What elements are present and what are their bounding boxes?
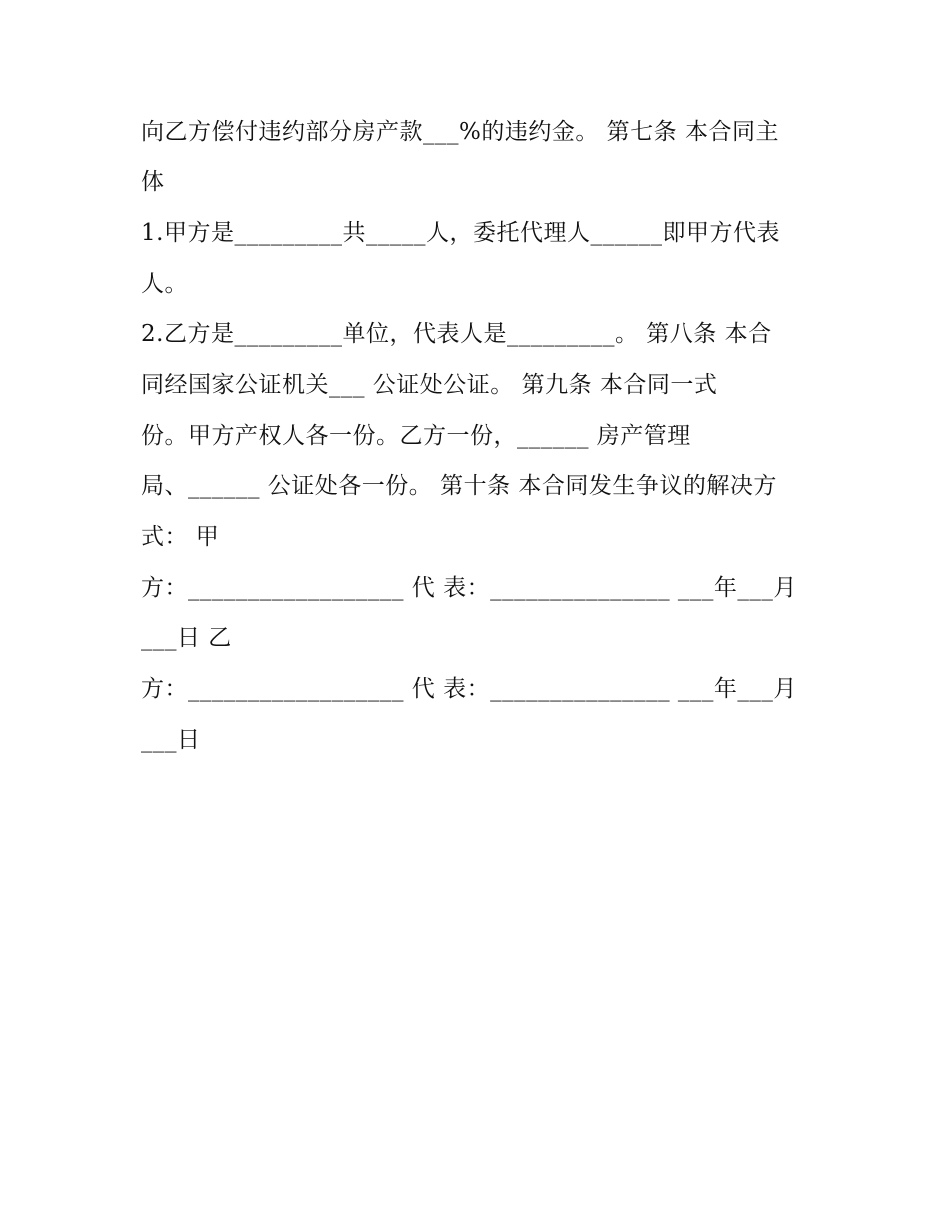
signature-line-party-b: 方：__________________ 代 表：_______________ ___年___月 <box>141 676 797 702</box>
text-line: 份。甲方产权人各一份。乙方一份，______ 房产管理 <box>141 423 691 449</box>
text-line: ___日 乙 <box>141 625 232 651</box>
text-line: ___日 <box>141 727 201 753</box>
text-line: 同经国家公证机关___ 公证处公证。 第九条 本合同一式 <box>141 372 718 398</box>
text-line: 人。 <box>141 271 188 297</box>
text-line: 局、______ 公证处各一份。 第十条 本合同发生争议的解决方 <box>141 473 777 499</box>
text-line: 向乙方偿付违约部分房产款___%的违约金。 第七条 本合同主 <box>141 119 779 145</box>
text-line: 式： 甲 <box>141 524 220 550</box>
signature-line-party-a: 方：__________________ 代 表：_______________ ___年___月 <box>141 575 797 601</box>
text-line: 体 <box>141 169 165 195</box>
text-line: 1.甲方是_________共_____人，委托代理人______即甲方代表 <box>141 220 780 246</box>
text-line: 2.乙方是_________单位，代表人是_________。 第八条 本合 <box>141 321 772 347</box>
